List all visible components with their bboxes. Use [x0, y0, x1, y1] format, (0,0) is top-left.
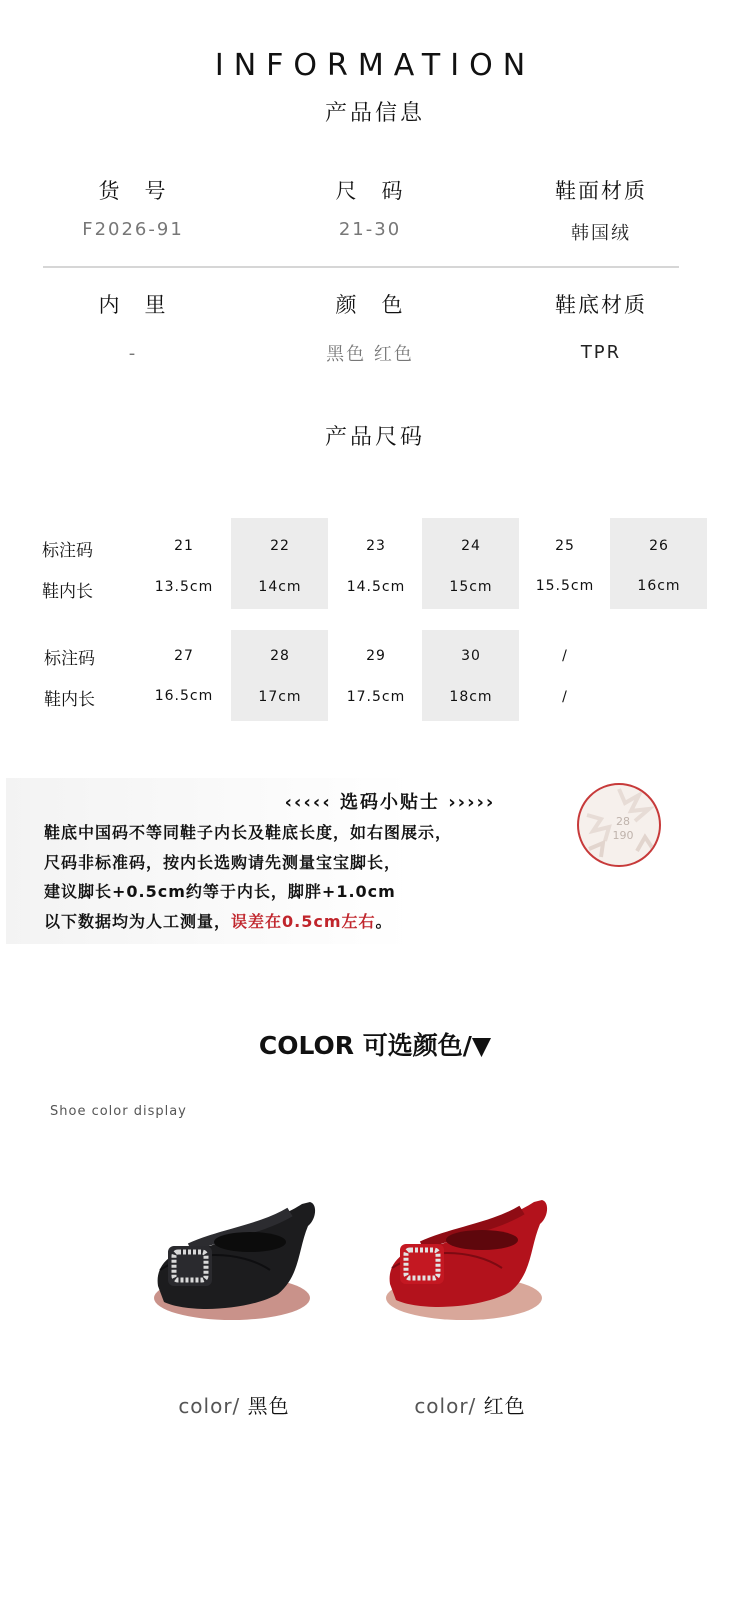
length-cell: 15.5cm	[535, 578, 595, 594]
length-cell: 16cm	[637, 578, 681, 594]
size-column-shade	[231, 518, 328, 609]
size-tips-heading: ‹‹‹‹‹ 选码小贴士 ›››››	[284, 792, 496, 813]
spec-value-color: 黑色 红色	[326, 344, 414, 365]
size-section-title: 产品尺码	[324, 425, 425, 450]
size-cell: 24	[461, 538, 481, 554]
color-caption-prefix: color/	[178, 1394, 241, 1418]
length-cell: 14cm	[258, 579, 302, 595]
tip-line-text: 以下数据均为人工测量，	[44, 912, 232, 931]
spec-label-color: 颜 色	[335, 293, 405, 317]
tip-line: 尺码非标准码，按内长选购请先测量宝宝脚长，	[44, 853, 402, 872]
length-cell: 15cm	[449, 579, 493, 595]
spec-value-lining: -	[128, 343, 138, 364]
spec-label-item-no: 货 号	[98, 179, 168, 203]
size-cell: /	[562, 648, 568, 664]
size-cell: 30	[461, 648, 481, 664]
shoe-red-image[interactable]	[382, 1188, 562, 1328]
spec-value-size: 21-30	[338, 219, 402, 240]
sole-size-text: 28	[616, 815, 630, 828]
size-cell: 21	[174, 538, 194, 554]
length-cell: 13.5cm	[154, 579, 214, 595]
spec-value-sole-material: TPR	[580, 342, 622, 363]
spec-divider	[43, 266, 679, 268]
length-cell: 18cm	[449, 689, 493, 705]
page-title: INFORMATION	[214, 48, 536, 83]
size-column-shade	[610, 518, 707, 609]
tip-line-end: 。	[375, 912, 393, 931]
color-section-heading: COLOR 可选颜色/▼	[258, 1031, 492, 1060]
size-column-shade	[231, 630, 328, 721]
sole-length-text: 190	[612, 829, 634, 842]
size-cell: 29	[366, 648, 386, 664]
color-caption-red	[360, 1390, 580, 1419]
color-caption-black	[124, 1390, 344, 1419]
length-cell: /	[562, 689, 568, 705]
size-column-shade	[422, 630, 519, 721]
spec-label-sole-material: 鞋底材质	[555, 293, 647, 317]
length-cell: 16.5cm	[154, 688, 214, 704]
spec-value-item-no: F2026-91	[82, 219, 184, 240]
size-table-1-label-length: 鞋内长	[42, 582, 93, 602]
shoe-black-icon	[150, 1190, 330, 1330]
shoe-red-icon	[382, 1188, 562, 1328]
tip-line: 鞋底中国码不等同鞋子内长及鞋底长度，如右图展示，	[44, 823, 453, 842]
shoe-black-image[interactable]	[150, 1190, 330, 1330]
color-caption-prefix: color/	[414, 1394, 477, 1418]
size-column-shade	[422, 518, 519, 609]
size-table-2-label-size: 标注码	[44, 649, 95, 669]
spec-value-upper-material: 韩国绒	[571, 223, 631, 244]
color-section-subheading: Shoe color display	[50, 1104, 187, 1119]
color-caption-name: 红色	[483, 1394, 526, 1418]
size-cell: 28	[270, 648, 290, 664]
tip-warning-text: 误差在0.5cm左右	[231, 912, 376, 931]
spec-label-lining: 内 里	[98, 293, 168, 317]
size-table-1-label-size: 标注码	[42, 541, 93, 561]
sole-pattern-icon	[579, 785, 659, 865]
size-cell: 27	[174, 648, 194, 664]
length-cell: 14.5cm	[346, 579, 406, 595]
size-cell: 23	[366, 538, 386, 554]
tip-line	[44, 909, 393, 932]
sole-size-photo	[577, 783, 661, 867]
spec-label-upper-material: 鞋面材质	[555, 179, 647, 203]
page-subtitle: 产品信息	[324, 101, 425, 126]
length-cell: 17.5cm	[346, 689, 406, 705]
length-cell: 17cm	[258, 689, 302, 705]
size-table-2-label-length: 鞋内长	[44, 690, 95, 710]
size-cell: 22	[270, 538, 290, 554]
size-cell: 26	[649, 538, 669, 554]
color-caption-name: 黑色	[247, 1394, 290, 1418]
tip-line: 建议脚长+0.5cm约等于内长，脚胖+1.0cm	[44, 882, 396, 901]
size-cell: 25	[555, 538, 575, 554]
spec-label-size: 尺 码	[335, 179, 405, 203]
